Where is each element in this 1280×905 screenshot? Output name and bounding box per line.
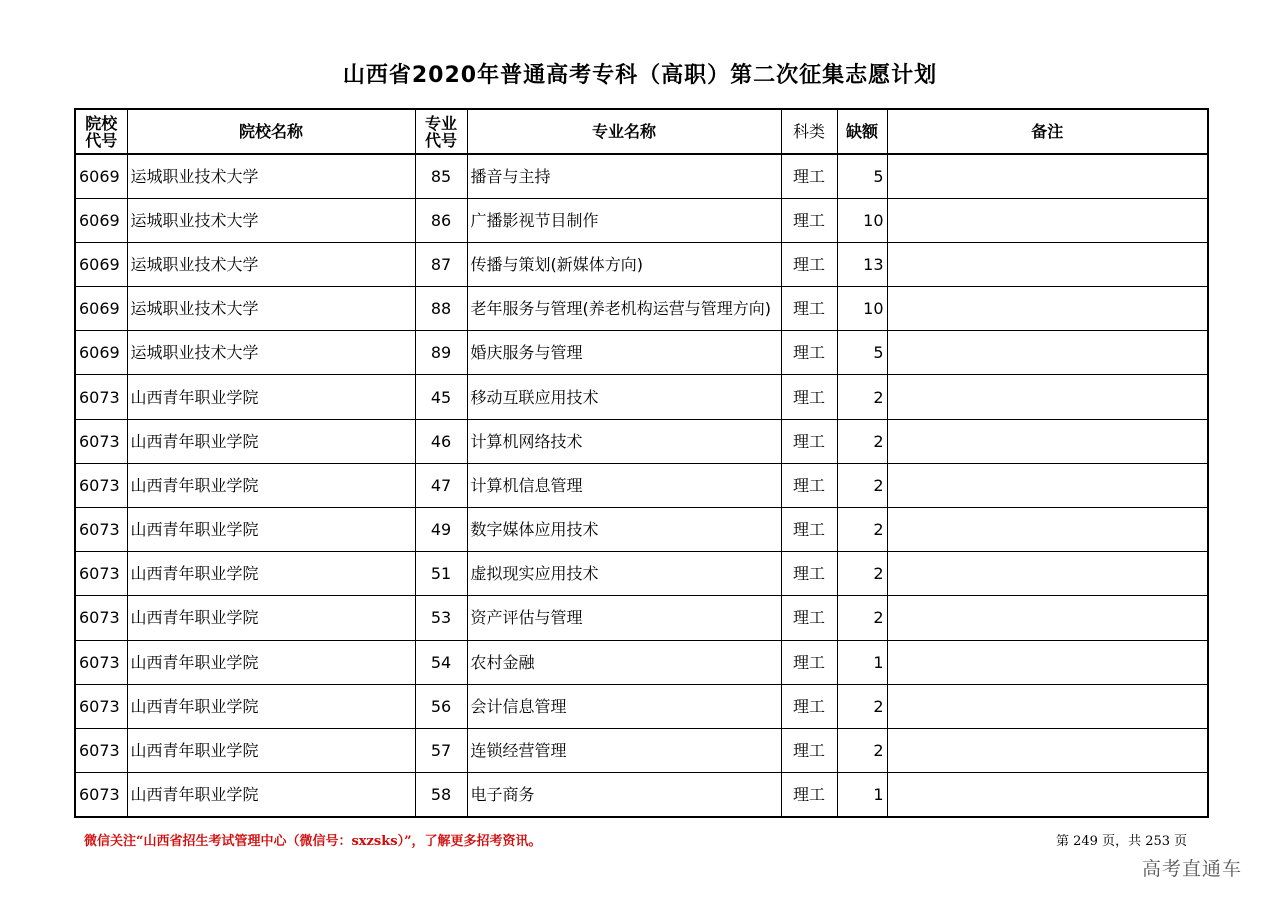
cell-quota: 2 [837, 728, 887, 772]
cell-major-code: 45 [415, 375, 467, 419]
cell-major-code: 86 [415, 198, 467, 242]
cell-major-code: 85 [415, 154, 467, 198]
cell-major-name: 播音与主持 [467, 154, 781, 198]
cell-school-code: 6069 [75, 154, 127, 198]
cell-quota: 10 [837, 287, 887, 331]
cell-major-code: 47 [415, 463, 467, 507]
cell-quota: 1 [837, 773, 887, 817]
cell-school-code: 6069 [75, 198, 127, 242]
page-number: 第 249 页，共 253 页 [1056, 834, 1188, 849]
cell-remarks [887, 508, 1208, 552]
cell-category: 理工 [781, 596, 837, 640]
cell-major-code: 53 [415, 596, 467, 640]
cell-school-code: 6073 [75, 684, 127, 728]
cell-school-name: 运城职业技术大学 [127, 154, 415, 198]
cell-quota: 2 [837, 684, 887, 728]
cell-major-name: 广播影视节目制作 [467, 198, 781, 242]
table-row [75, 198, 1208, 242]
page-title: 山西省2020年普通高考专科（高职）第二次征集志愿计划 [342, 63, 938, 88]
table-row [75, 684, 1208, 728]
cell-school-code: 6073 [75, 552, 127, 596]
cell-category: 理工 [781, 773, 837, 817]
table-row [75, 154, 1208, 198]
header-quota: 缺额 [837, 109, 887, 154]
cell-category: 理工 [781, 508, 837, 552]
cell-major-name: 移动互联应用技术 [467, 375, 781, 419]
cell-school-code: 6073 [75, 596, 127, 640]
table-row [75, 463, 1208, 507]
cell-remarks [887, 728, 1208, 772]
table-row [75, 287, 1208, 331]
table-body [75, 154, 1208, 817]
cell-school-name: 山西青年职业学院 [127, 773, 415, 817]
cell-remarks [887, 684, 1208, 728]
cell-major-name: 会计信息管理 [467, 684, 781, 728]
cell-quota: 2 [837, 419, 887, 463]
header-major-name: 专业名称 [467, 109, 781, 154]
cell-school-name: 山西青年职业学院 [127, 640, 415, 684]
cell-category: 理工 [781, 640, 837, 684]
cell-remarks [887, 331, 1208, 375]
cell-major-code: 89 [415, 331, 467, 375]
enrollment-plan-table [74, 108, 1209, 818]
cell-category: 理工 [781, 242, 837, 286]
cell-major-code: 54 [415, 640, 467, 684]
cell-category: 理工 [781, 375, 837, 419]
cell-school-name: 山西青年职业学院 [127, 552, 415, 596]
cell-quota: 2 [837, 375, 887, 419]
cell-school-name: 山西青年职业学院 [127, 375, 415, 419]
cell-quota: 2 [837, 596, 887, 640]
cell-category: 理工 [781, 331, 837, 375]
cell-major-name: 电子商务 [467, 773, 781, 817]
cell-major-code: 88 [415, 287, 467, 331]
cell-school-name: 运城职业技术大学 [127, 287, 415, 331]
cell-category: 理工 [781, 287, 837, 331]
header-school-name: 院校名称 [127, 109, 415, 154]
cell-remarks [887, 287, 1208, 331]
cell-quota: 5 [837, 331, 887, 375]
cell-major-name: 资产评估与管理 [467, 596, 781, 640]
table-row [75, 640, 1208, 684]
cell-remarks [887, 552, 1208, 596]
cell-school-code: 6073 [75, 419, 127, 463]
cell-quota: 10 [837, 198, 887, 242]
cell-major-name: 连锁经营管理 [467, 728, 781, 772]
table-row [75, 419, 1208, 463]
cell-major-code: 57 [415, 728, 467, 772]
cell-school-code: 6073 [75, 375, 127, 419]
cell-school-code: 6073 [75, 728, 127, 772]
cell-major-code: 46 [415, 419, 467, 463]
cell-remarks [887, 640, 1208, 684]
cell-remarks [887, 596, 1208, 640]
table-row [75, 596, 1208, 640]
cell-remarks [887, 154, 1208, 198]
cell-school-name: 山西青年职业学院 [127, 728, 415, 772]
cell-major-name: 老年服务与管理(养老机构运营与管理方向) [467, 287, 781, 331]
cell-category: 理工 [781, 684, 837, 728]
cell-school-name: 运城职业技术大学 [127, 198, 415, 242]
watermark-logo: 高考直通车 [1142, 858, 1243, 880]
cell-school-name: 运城职业技术大学 [127, 331, 415, 375]
cell-category: 理工 [781, 552, 837, 596]
cell-category: 理工 [781, 463, 837, 507]
cell-school-name: 山西青年职业学院 [127, 508, 415, 552]
cell-major-name: 数字媒体应用技术 [467, 508, 781, 552]
cell-major-code: 58 [415, 773, 467, 817]
header-category: 科类 [781, 109, 837, 154]
cell-school-name: 山西青年职业学院 [127, 684, 415, 728]
cell-major-code: 87 [415, 242, 467, 286]
cell-quota: 2 [837, 508, 887, 552]
cell-remarks [887, 198, 1208, 242]
table-header-row [75, 109, 1208, 154]
cell-major-name: 虚拟现实应用技术 [467, 552, 781, 596]
table-row [75, 728, 1208, 772]
cell-major-name: 婚庆服务与管理 [467, 331, 781, 375]
cell-major-code: 49 [415, 508, 467, 552]
cell-major-name: 计算机信息管理 [467, 463, 781, 507]
header-remarks: 备注 [887, 109, 1208, 154]
cell-category: 理工 [781, 419, 837, 463]
cell-remarks [887, 419, 1208, 463]
cell-school-code: 6069 [75, 331, 127, 375]
table-row [75, 242, 1208, 286]
cell-quota: 2 [837, 463, 887, 507]
cell-quota: 2 [837, 552, 887, 596]
cell-school-code: 6073 [75, 640, 127, 684]
table-row [75, 773, 1208, 817]
cell-category: 理工 [781, 728, 837, 772]
cell-remarks [887, 375, 1208, 419]
cell-major-code: 51 [415, 552, 467, 596]
table-row [75, 552, 1208, 596]
cell-school-code: 6073 [75, 508, 127, 552]
cell-school-code: 6073 [75, 773, 127, 817]
header-school-code: 院校代号 [75, 109, 127, 154]
cell-school-code: 6069 [75, 287, 127, 331]
cell-category: 理工 [781, 198, 837, 242]
cell-school-name: 山西青年职业学院 [127, 419, 415, 463]
wechat-follow-note: 微信关注“山西省招生考试管理中心（微信号：sxzsks）”，了解更多招考资讯。 [84, 834, 542, 849]
table-row [75, 375, 1208, 419]
cell-major-code: 56 [415, 684, 467, 728]
cell-major-name: 计算机网络技术 [467, 419, 781, 463]
cell-remarks [887, 463, 1208, 507]
header-major-code: 专业代号 [415, 109, 467, 154]
cell-quota: 1 [837, 640, 887, 684]
cell-major-name: 传播与策划(新媒体方向) [467, 242, 781, 286]
cell-school-name: 山西青年职业学院 [127, 463, 415, 507]
cell-school-code: 6069 [75, 242, 127, 286]
cell-quota: 5 [837, 154, 887, 198]
cell-remarks [887, 242, 1208, 286]
cell-school-name: 运城职业技术大学 [127, 242, 415, 286]
cell-school-name: 山西青年职业学院 [127, 596, 415, 640]
cell-major-name: 农村金融 [467, 640, 781, 684]
cell-school-code: 6073 [75, 463, 127, 507]
table-row [75, 331, 1208, 375]
cell-remarks [887, 773, 1208, 817]
cell-category: 理工 [781, 154, 837, 198]
cell-quota: 13 [837, 242, 887, 286]
table-row [75, 508, 1208, 552]
